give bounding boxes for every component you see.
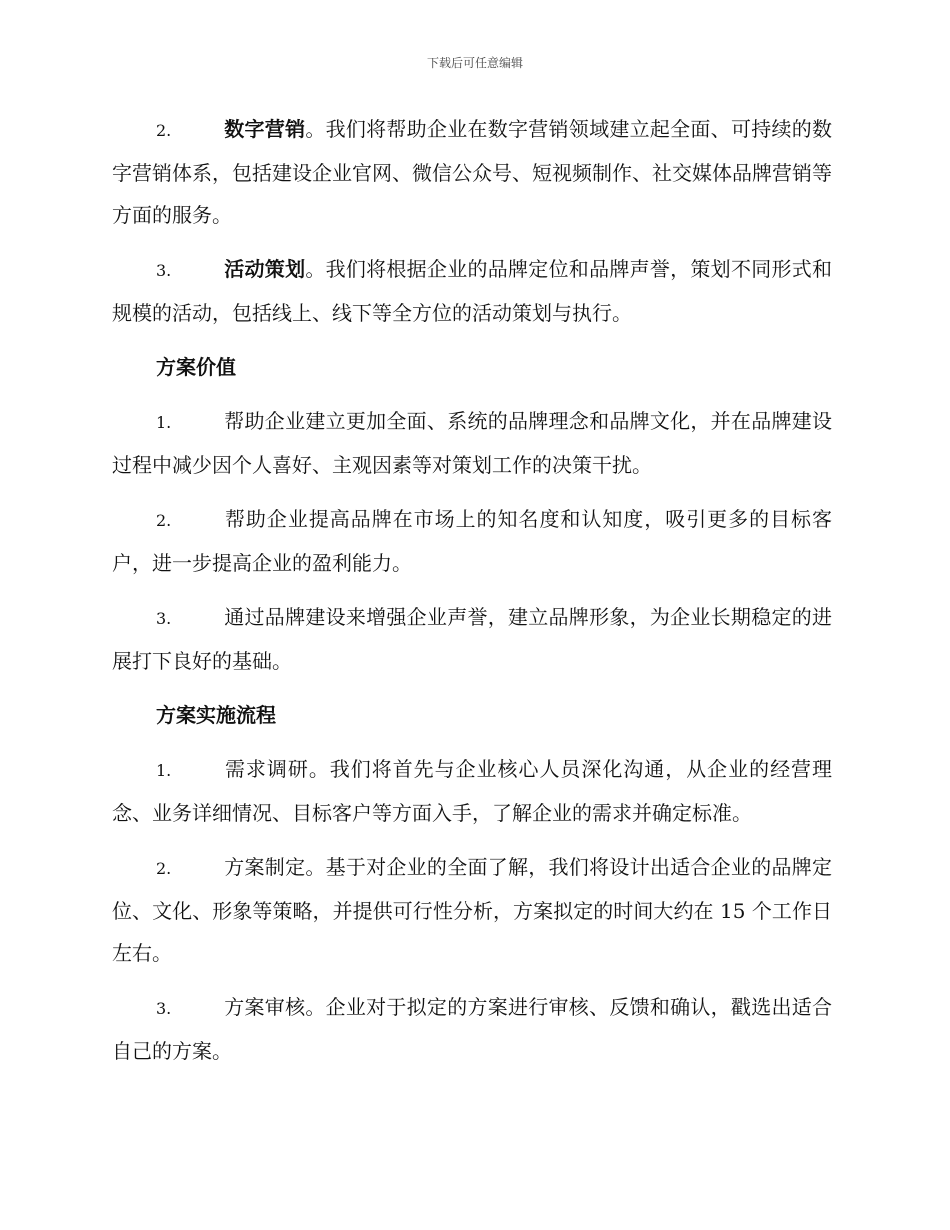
list-item-digital-marketing bbox=[112, 108, 832, 236]
item-text: 帮助企业建立更加全面、系统的品牌理念和品牌文化，并在品牌建设过程中减少因个人喜好、主观因素等对策划工作的决策干扰。 bbox=[112, 409, 832, 477]
page-header: 下载后可任意编辑 bbox=[426, 56, 523, 70]
list-number: 2. bbox=[156, 121, 172, 140]
document-body bbox=[112, 108, 832, 1084]
section-heading-process: 方案实施流程 bbox=[156, 703, 276, 727]
item-text: 。我们将帮助企业在数字营销领域建立起全面、可持续的数字营销体系，包括建设企业官网、微信公众号、短视频制作、社交媒体品牌营销等方面的服务。 bbox=[112, 117, 833, 227]
list-number: 2. bbox=[156, 859, 172, 878]
list-number: 2. bbox=[156, 511, 172, 530]
item-text: 方案审核。企业对于拟定的方案进行审核、反馈和确认，戳选出适合自己的方案。 bbox=[112, 995, 832, 1063]
item-text: 。我们将根据企业的品牌定位和品牌声誉，策划不同形式和规模的活动，包括线上、线下等全方位的活动策划与执行。 bbox=[112, 257, 833, 325]
list-number: 3. bbox=[156, 261, 172, 280]
item-keyword: 活动策划 bbox=[224, 257, 306, 281]
list-number: 3. bbox=[156, 609, 172, 628]
item-text: 需求调研。我们将首先与企业核心人员深化沟通，从企业的经营理念、业务详细情况、目标客户等方面入手，了解企业的需求并确定标准。 bbox=[112, 757, 832, 825]
list-item bbox=[112, 846, 832, 974]
item-text: 帮助企业提高品牌在市场上的知名度和认知度，吸引更多的目标客户，进一步提高企业的盈利能力。 bbox=[112, 507, 832, 575]
section-heading-value: 方案价值 bbox=[156, 355, 236, 379]
item-text: 方案制定。基于对企业的全面了解，我们将设计出适合企业的品牌定位、文化、形象等策略，并提供可行性分析，方案拟定的时间大约在 15 个工作日左右。 bbox=[112, 855, 832, 965]
list-item bbox=[112, 400, 832, 486]
list-item bbox=[112, 498, 832, 584]
list-number: 1. bbox=[156, 761, 172, 780]
list-item bbox=[112, 748, 832, 834]
list-item bbox=[112, 986, 832, 1072]
list-number: 3. bbox=[156, 999, 172, 1018]
list-number: 1. bbox=[156, 413, 172, 432]
item-keyword: 数字营销 bbox=[224, 117, 306, 141]
list-item bbox=[112, 596, 832, 682]
list-item-event-planning bbox=[112, 248, 832, 334]
item-text: 通过品牌建设来增强企业声誉，建立品牌形象，为企业长期稳定的进展打下良好的基础。 bbox=[112, 605, 832, 673]
